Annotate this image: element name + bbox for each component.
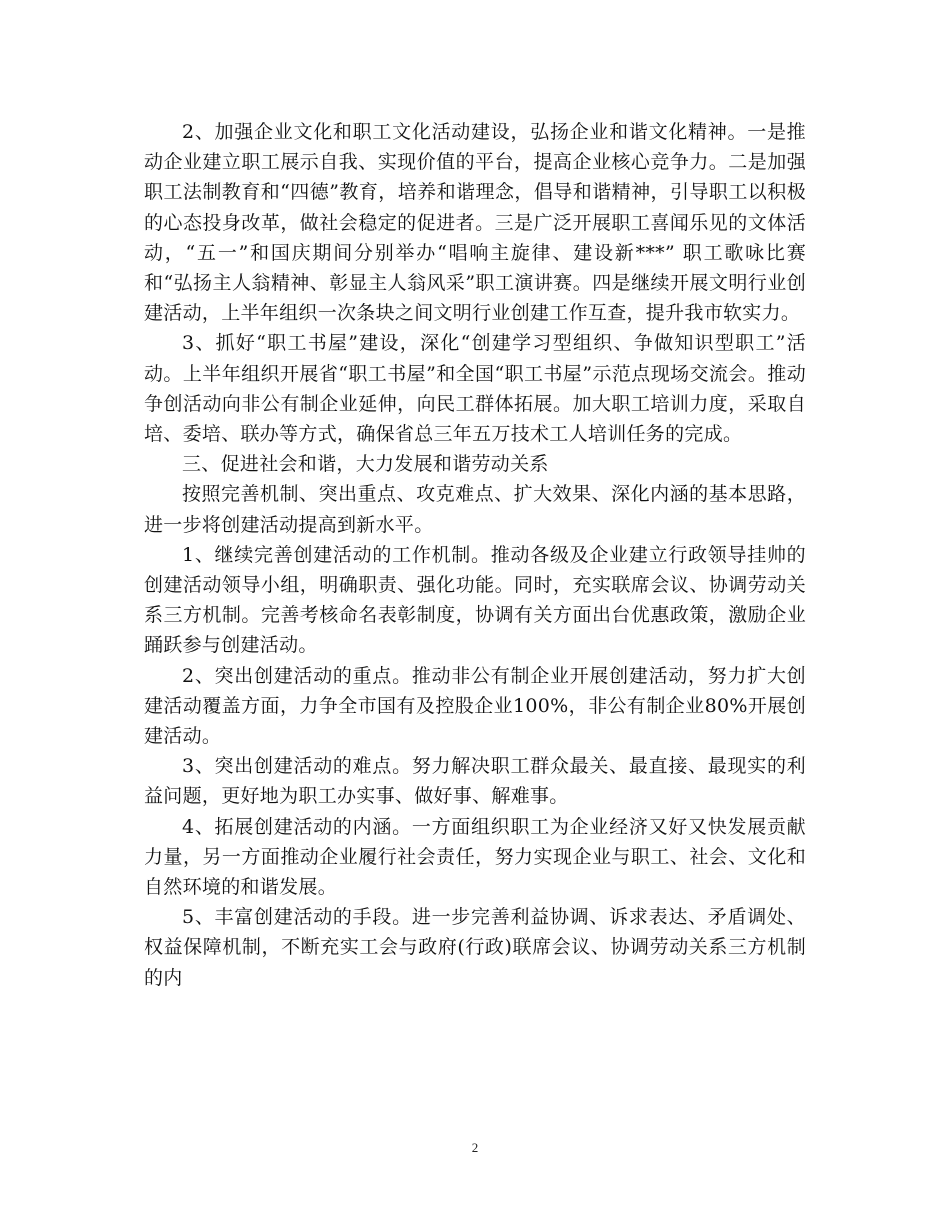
paragraph-book-house: 3、抓好“职工书屋”建设，深化“创建学习型组织、争做知识型职工”活动。上半年组织开展省“职工书屋”和全国“职工书屋”示范点现场交流会。推动争创活动向非公有制企业延伸，向民工群体拓展。加大职工培训力度，采取自培、委培、联办等方式，确保省总三年五万技术工人培训任务的完成。 xyxy=(144,332,806,446)
paragraph-focus: 2、突出创建活动的重点。推动非公有制企业开展创建活动，努力扩大创建活动覆盖方面，力争全市国有及控股企业100%，非公有制企业80%开展创建活动。 xyxy=(144,664,806,748)
document-body xyxy=(144,117,806,993)
paragraph-approach: 按照完善机制、突出重点、攻克难点、扩大效果、深化内涵的基本思路，进一步将创建活动提高到新水平。 xyxy=(144,483,806,536)
paragraph-culture: 2、加强企业文化和职工文化活动建设，弘扬企业和谐文化精神。一是推动企业建立职工展示自我、实现价值的平台，提高企业核心竞争力。二是加强职工法制教育和“四德”教育，培养和谐理念，倡导和谐精神，引导职工以积极的心态投身改革，做社会稳定的促进者。三是广泛开展职工喜闻乐见的文体活动，“五一”和国庆期间分别举办“唱响主旋律、建设新***” 职工歌咏比赛和“弘扬主人翁精神、彰显主人翁风采”职工演讲赛。四是继续开展文明行业创建活动，上半年组织一次条块之间文明行业创建工作互查，提升我市软实力。 xyxy=(144,121,806,325)
page-number: 2 xyxy=(471,1140,479,1155)
section-heading: 三、促进社会和谐，大力发展和谐劳动关系 xyxy=(182,453,549,476)
paragraph-means: 5、丰富创建活动的手段。进一步完善利益协调、诉求表达、矛盾调处、权益保障机制，不断充实工会与政府(行政)联席会议、协调劳动关系三方机制的内 xyxy=(144,906,806,989)
paragraph-difficulty: 3、突出创建活动的难点。努力解决职工群众最关、最直接、最现实的利益问题，更好地为职工办实事、做好事、解难事。 xyxy=(144,755,806,808)
paragraph-connotation: 4、拓展创建活动的内涵。一方面组织职工为企业经济又好又快发展贡献力量，另一方面推动企业履行社会责任，努力实现企业与职工、社会、文化和自然环境的和谐发展。 xyxy=(144,815,806,899)
paragraph-mechanism: 1、继续完善创建活动的工作机制。推动各级及企业建立行政领导挂帅的创建活动领导小组，明确职责、强化功能。同时，充实联席会议、协调劳动关系三方机制。完善考核命名表彰制度，协调有关方面出台优惠政策，激励企业踊跃参与创建活动。 xyxy=(144,543,806,657)
